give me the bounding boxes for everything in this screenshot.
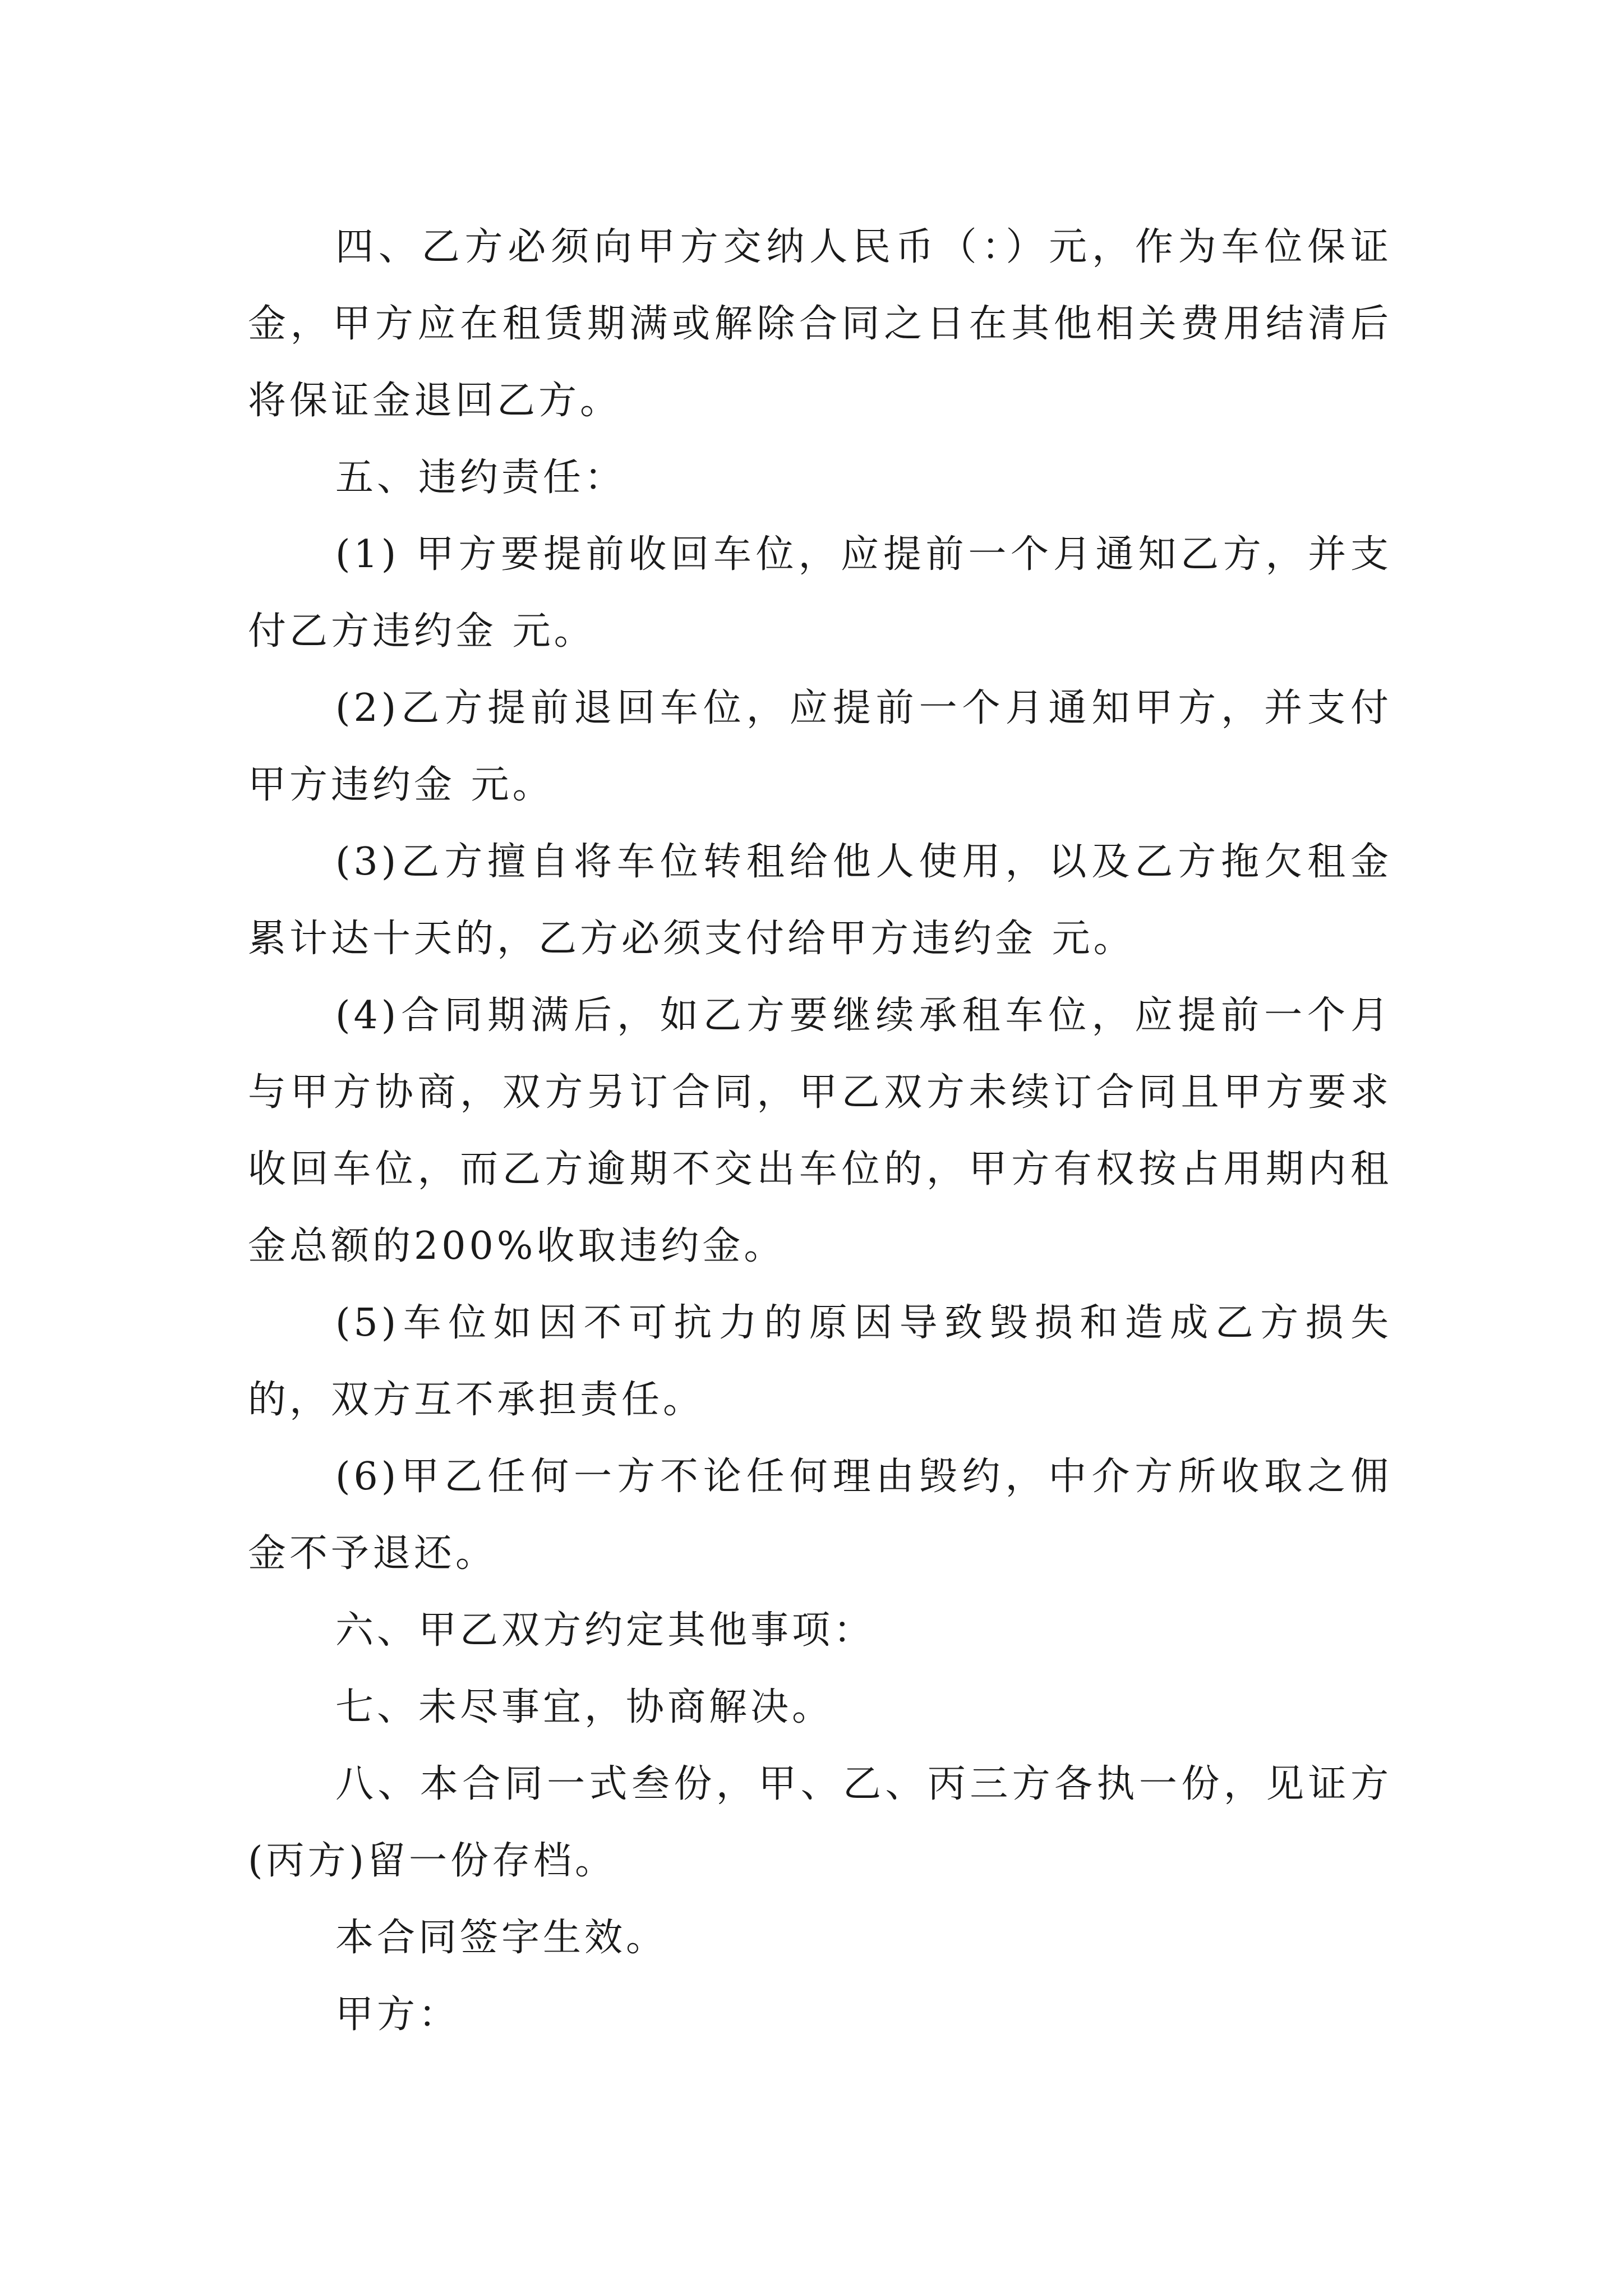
clause-5-heading: 五、违约责任： xyxy=(335,455,626,500)
effective-statement: 本合同签字生效。 xyxy=(335,1916,668,1960)
clause-6: 六、甲乙双方约定其他事项： xyxy=(335,1608,875,1653)
clause-5-item-3: (3)乙方擅自将车位转租给他人使用，以及乙方拖欠租金累计达十天的，乙方必须支付给甲方违约金 元。 xyxy=(248,840,1392,961)
party-a-signature-label: 甲方： xyxy=(335,1993,460,2037)
clause-5-item-2: (2)乙方提前退回车位，应提前一个月通知甲方，并支付甲方违约金 元。 xyxy=(248,686,1392,807)
clause-5-item-5: (5)车位如因不可抗力的原因导致毁损和造成乙方损失的，双方互不承担责任。 xyxy=(248,1301,1392,1422)
clause-5-item-4: (4)合同期满后，如乙方要继续承租车位，应提前一个月与甲方协商，双方另订合同，甲乙双方未续订合同且甲方要求收回车位，而乙方逾期不交出车位的，甲方有权按占用期内租金总额的200%收取违约金。 xyxy=(248,993,1392,1268)
clause-4-deposit: 四、乙方必须向甲方交纳人民币（：）元，作为车位保证金，甲方应在租赁期满或解除合同之日在其他相关费用结清后将保证金退回乙方。 xyxy=(248,225,1392,423)
clause-5-item-6: (6)甲乙任何一方不论任何理由毁约，中介方所收取之佣金不予退还。 xyxy=(248,1455,1392,1576)
clause-7: 七、未尽事宜，协商解决。 xyxy=(335,1685,834,1729)
clause-8: 八、本合同一式叁份，甲、乙、丙三方各执一份，见证方(丙方)留一份存档。 xyxy=(248,1762,1392,1883)
clause-5-item-1: (1) 甲方要提前收回车位，应提前一个月通知乙方，并支付乙方违约金 元。 xyxy=(248,532,1392,654)
document-body xyxy=(248,209,1392,2053)
